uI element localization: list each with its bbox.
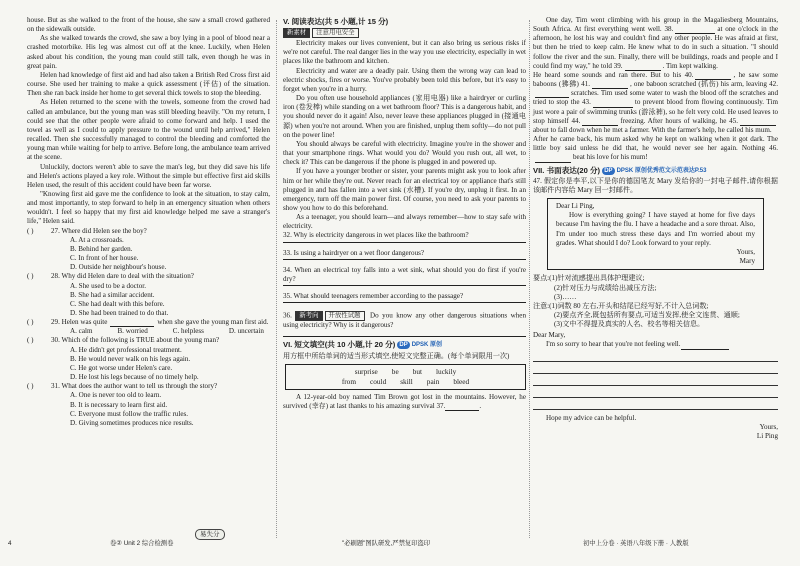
blank-45[interactable] bbox=[740, 117, 776, 126]
blank-44[interactable] bbox=[582, 117, 618, 126]
error-prone-sticker: 易失分 bbox=[195, 529, 225, 540]
word-box-word: pain bbox=[426, 376, 440, 386]
cloze-text: freezing. After hours of walking, he bbox=[620, 116, 727, 125]
cloze-text: about to fall down when he met a farmer. With the farmer's help, he called his mum. bbox=[533, 125, 772, 134]
question-item bbox=[27, 318, 270, 327]
cloze-text: scratches. Tim used some water to wash the blood off the scratches and tried to stop the bbox=[533, 89, 778, 107]
notes-list: 注意:(1)词数 80 左右,开头和结尾已经写好,不计入总词数; bbox=[533, 301, 709, 310]
cloze-text: , one baboon scratched (抓伤) his arm, leaving bbox=[629, 80, 767, 89]
question-stem: 27. Where did Helen see the boy? bbox=[51, 226, 147, 235]
topic-tag: 注意用电安全 bbox=[312, 28, 358, 38]
answer-option[interactable]: B. It is necessary to learn first aid. bbox=[70, 400, 168, 409]
blank-42[interactable] bbox=[535, 89, 569, 98]
answer-option[interactable]: B. She had a similar accident. bbox=[70, 290, 155, 299]
cloze-instructions: 用方框中所给单词的适当形式填空,使短文完整正确。(每个单词限用一次) bbox=[283, 351, 510, 360]
question-stem: 30. Which of the following is TRUE about the young man? bbox=[51, 336, 220, 345]
question-stem: 31. What does the author want to tell us through the story? bbox=[51, 382, 218, 391]
reply-salutation: Dear Mary, bbox=[533, 331, 566, 340]
note-item: (3)文中不得提及真实的人名、校名等相关信息。 bbox=[554, 320, 705, 329]
passage-paragraph: As she walked towards the crowd, she saw a boy lying in a pool of blood near a crashed motorbike. His leg was almost cut off at the knee. Luckily, when Helen asked about his condition, the young man could still talk, even though he was in great pain. bbox=[27, 34, 270, 70]
passage-paragraph: Helen had knowledge of first aid and had also taken a British Red Cross first aid course. She used her training to make a quick assessment (评估) of the situation. Then she ran back inside her home to get several thick towels to stop the bleeding. bbox=[27, 70, 270, 98]
question-stem-end: when she gave the young man first aid. bbox=[157, 318, 269, 327]
reply-start: I'm so sorry to hear that you're not feeling well. bbox=[533, 340, 778, 349]
blank-number: 41. bbox=[581, 80, 590, 89]
passage-paragraph: "Knowing first aid gave me the confidence to look at the situation, to stay calm, and most importantly, to step forward to help in an emergency situation when others wouldn't. I feel so happy that my first aid knowledge helped me save a stranger's life," Helen said. bbox=[27, 189, 270, 226]
question-stem: 33. Is using a hairdryer on a wet floor dangerous? bbox=[283, 248, 425, 257]
blank-number: 46. bbox=[769, 144, 779, 153]
email-letter bbox=[547, 198, 764, 270]
section-title-reading-expression: V. 阅读表达(共 5 小题,计 15 分) bbox=[283, 17, 389, 26]
question-36: 36. 新考向 开放性试题 Do you know any other dangerous situations when using electricity? Why is it dangerous? bbox=[283, 311, 527, 330]
cloze-text: . Tim kept walking. bbox=[662, 61, 718, 70]
answer-option[interactable]: A. One is never too old to learn. bbox=[70, 391, 162, 400]
letter-closing: Yours, bbox=[736, 247, 755, 256]
word-box-word: bleed bbox=[453, 376, 470, 386]
word-box-word: luckily bbox=[436, 366, 457, 376]
blank-number: 42. bbox=[769, 80, 778, 89]
question-stem: 34. When an electrical toy falls into a wet sink, what should you do first if you're dry? bbox=[283, 265, 526, 283]
word-box-row bbox=[286, 377, 525, 387]
passage-paragraph: house. But as she walked to the front of the house, she saw a small crowd gathered on the sidewalk outside. bbox=[27, 16, 270, 34]
question-stem: 32. Why is electricity dangerous in wet places like the bathroom? bbox=[283, 231, 469, 240]
passage-paragraph: If you have a younger brother or sister, your parents might ask you to look after him or her while they're out. Never reach for an electrical toy or appliance that's still plugged in and has fallen into a wet sink (水槽). If you're dry, unplug it first. In an emergency, turn off the main power first. Of course, you need to ask your parents to show you how to do this beforehand. bbox=[283, 167, 526, 212]
question-item bbox=[27, 336, 270, 345]
cloze-text: One day, Tim went climbing with his group in the Magaliesberg Mountains, South Africa. At first everything went well. bbox=[533, 16, 778, 34]
dpsk-logo-icon: DP bbox=[604, 167, 613, 174]
letter-body: How is everything going? I have stayed at home for five days because I'm having the flu. I have a headache and a sore throat. Also, I'm under too much stress these days and I'm worried about my grades. What should I do? Look forward to your reply. bbox=[556, 211, 755, 247]
blank-46[interactable] bbox=[535, 154, 571, 163]
answer-option[interactable]: A. She used to be a doctor. bbox=[70, 281, 147, 290]
new-material-tag: 新素材 bbox=[283, 28, 310, 38]
footer-notice: "必刷题"图队研发,严禁复印盗印 bbox=[342, 540, 431, 547]
new-direction-tag: 新考向 bbox=[295, 311, 322, 321]
word-box-word: could bbox=[370, 376, 387, 386]
blank-number: 45. bbox=[729, 116, 738, 125]
answer-bracket[interactable]: ( ) bbox=[27, 318, 34, 327]
column-left bbox=[27, 16, 270, 428]
footer-book-title: 初中上分卷 · 英语八年级下册 · 人教版 bbox=[583, 540, 689, 547]
answer-line[interactable] bbox=[283, 285, 526, 286]
blank-number: 43. bbox=[581, 98, 591, 107]
cloze-text: beat his love for his mum! bbox=[573, 153, 648, 162]
column-right bbox=[533, 16, 778, 441]
passage-paragraph: As Helen returned to the scene with the towels, someone from the crowd had called an ambulance, but the young man was still bleeding heavily. "On my return, I could see that the other people were afraid to come forward and help. I used the towel as well as I could to apply pressure to the wound until help arrived," Helen recalled. Then she successfully managed to control the bleeding and comforted the young man while waiting for help to arrive. Before long, the ambulance team arrived at the scene. bbox=[27, 98, 270, 162]
answer-option[interactable]: C. She had dealt with this before. bbox=[70, 299, 165, 308]
answer-option[interactable]: D. Outside her neighbour's house. bbox=[70, 263, 167, 272]
answer-bracket[interactable]: ( ) bbox=[27, 336, 34, 345]
reading-passage bbox=[283, 39, 526, 231]
reading-passage bbox=[27, 16, 270, 227]
word-box bbox=[285, 364, 526, 390]
word-box-word: be bbox=[391, 366, 399, 376]
reply-end: Hope my advice can be helpful. bbox=[546, 413, 637, 422]
answer-option[interactable]: B. Behind her garden. bbox=[70, 244, 133, 253]
blank-number: 44. bbox=[571, 116, 581, 125]
answer-option[interactable]: B. worried bbox=[117, 327, 148, 336]
answer-option[interactable]: B. He would never walk on his legs again. bbox=[70, 354, 191, 363]
answer-option[interactable]: C. He got worse under Helen's care. bbox=[70, 363, 173, 372]
blank-number: 40. bbox=[684, 70, 694, 79]
section-title-writing: VII. 书面表达(20 分) DP DPSK 原创优秀范文示范表达P.53 bbox=[533, 165, 707, 175]
letter-salutation: Dear Li Ping, bbox=[556, 201, 595, 210]
cloze-passage bbox=[533, 16, 778, 163]
open-question-tag: 开放性试题 bbox=[325, 311, 365, 321]
cloze-text: to prevent blood from flowing continuously. Tim just wore a pair of swimming trunks (游泳裤), so he felt very cold. He used leaves to stop himself bbox=[533, 98, 778, 125]
cloze-text: After he came back, his mum asked why he kept on walking when it got dark. The little boy said unless he did that, he would never see her again. Nothing bbox=[533, 135, 778, 153]
points-list: 要点:(1)针对流感提出具体护理建议; bbox=[533, 274, 645, 283]
column-divider bbox=[276, 20, 277, 538]
writing-prompt: 47. 假定你是李平,以下是你的德国笔友 Mary 发给你的一封电子邮件,请你根据该邮件内容给 Mary 回一封邮件。 bbox=[533, 176, 778, 194]
question-stem: 35. What should teenagers remember according to the passage? bbox=[283, 292, 464, 301]
answer-line[interactable] bbox=[283, 336, 526, 337]
word-box-word: but bbox=[412, 366, 423, 376]
topic-tags bbox=[283, 28, 526, 38]
writing-line[interactable] bbox=[533, 362, 778, 374]
cloze-text: He heard some sounds and ran there. But to his bbox=[533, 70, 682, 79]
question-stem: 29. Helen was quite bbox=[51, 318, 108, 327]
word-box-word: surprise bbox=[354, 366, 378, 376]
question-list bbox=[283, 231, 526, 309]
answer-options-row bbox=[27, 327, 270, 336]
answer-option[interactable]: D. Giving sometimes produces nice results. bbox=[70, 418, 194, 427]
answer-bracket[interactable]: ( ) bbox=[27, 226, 34, 235]
passage-paragraph: Unluckily, doctors weren't able to save the man's leg, but they did save his life and Helen's actions played a key role. Without the simple but effective first aid skills Helen used, the result of this accident could have been far worse. bbox=[27, 162, 270, 189]
writing-line[interactable] bbox=[533, 398, 778, 410]
answer-option[interactable]: D. She had been trained to do that. bbox=[70, 309, 169, 317]
letter-signature: Mary bbox=[739, 257, 755, 266]
answer-option[interactable]: A. At a crossroads. bbox=[70, 235, 124, 244]
answer-option[interactable]: C. In front of her house. bbox=[70, 254, 139, 263]
word-box-row bbox=[286, 367, 525, 377]
answer-option[interactable]: C. helpless bbox=[172, 327, 204, 336]
blank-38[interactable] bbox=[675, 25, 715, 34]
page-number: 4 bbox=[8, 540, 12, 547]
answer-option[interactable]: A. calm bbox=[70, 327, 93, 336]
answer-blank[interactable] bbox=[110, 318, 154, 327]
writing-line[interactable] bbox=[681, 341, 729, 350]
footer-exam-name: 卷② Unit 2 综合检测卷 bbox=[110, 540, 174, 547]
answer-line-gap bbox=[283, 305, 526, 309]
answer-bracket[interactable]: ( ) bbox=[27, 272, 34, 281]
point-item: (2)针对压力与成绩给出减压方法; bbox=[554, 283, 657, 292]
question-list bbox=[27, 227, 270, 428]
blank-number: 39. bbox=[613, 61, 623, 70]
dpsk-logo-icon: DP bbox=[399, 342, 408, 349]
passage-paragraph: You should always be careful with electricity. Imagine you're in the shower and that your smartphone rings. What would you do? Would you rush out, all wet, to check it? This can be dangerous if the phone is plugged in and powered up. bbox=[283, 139, 526, 167]
word-box-word: from bbox=[341, 376, 356, 386]
original-badge: DP DPSK 原创 bbox=[399, 342, 443, 349]
writing-line[interactable] bbox=[533, 350, 778, 362]
passage-paragraph: As a teenager, you should learn—and always remember—how to stay safe with electricity. bbox=[283, 213, 526, 231]
answer-option[interactable]: C. Everyone must follow the traffic rules. bbox=[70, 409, 189, 418]
answer-line[interactable] bbox=[283, 259, 526, 260]
word-box-word: skill bbox=[400, 376, 413, 386]
passage-paragraph: Electricity and water are a deadly pair. Using them the wrong way can lead to electric shocks, fires or worse. You've probably been told this before, but it's easy to forget when you're in a hurry. bbox=[283, 66, 526, 93]
column-middle bbox=[283, 16, 526, 411]
blank-43[interactable] bbox=[593, 99, 633, 108]
point-item: (3)…… bbox=[554, 292, 577, 301]
answer-bracket[interactable]: ( ) bbox=[27, 382, 34, 391]
blank-41[interactable] bbox=[592, 80, 628, 89]
question-item bbox=[27, 382, 270, 391]
passage-paragraph: Do you often use household appliances (家用电器) like a hairdryer or curling iron (卷发棒) while standing on a wet bathroom floor? This is a dangerous habit, and you should never do it again! Also, never leave these appliances plugged in (接通电源) when you're not around. When you are finished, unplug them softly—do not pull on the power line! bbox=[283, 94, 526, 139]
answer-option[interactable]: D. He lost his legs because of no timely help. bbox=[70, 373, 199, 382]
passage-paragraph: Electricity makes our lives convenient, but it can also bring us serious risks if we're not careful. The real danger lies in the way you use electricity, especially in wet places like the bathroom and kitchen. bbox=[283, 39, 526, 66]
reply-signature: Li Ping bbox=[756, 431, 778, 440]
writing-line[interactable] bbox=[533, 374, 778, 386]
column-divider bbox=[529, 20, 530, 538]
reply-closing: Yours, bbox=[759, 422, 778, 431]
section-title-cloze: VI. 短文填空(共 10 小题,计 20 分) DP DPSK 原创 bbox=[283, 340, 443, 350]
blank-39[interactable] bbox=[625, 62, 661, 71]
answer-line[interactable] bbox=[283, 302, 526, 303]
blank-number: 38. bbox=[664, 25, 674, 34]
question-item bbox=[27, 227, 270, 236]
question-item bbox=[27, 272, 270, 281]
sample-essay-badge: DP DPSK 原创优秀范文示范表达P.53 bbox=[604, 167, 707, 174]
answer-line[interactable] bbox=[283, 242, 526, 243]
cloze-text: at one o'clock in the afternoon, he lost his way and couldn't find any other people. He was afraid at first, but then he tried to keep calm. He knew what to do in such a situation. "I should follow the river and the sun. Finally, there will be buildings, roads and people and I could find my way," he told bbox=[533, 25, 779, 70]
note-item: (2)要点齐全,既包括所有要点,可适当发挥,使全文连贯、通顺; bbox=[554, 311, 740, 320]
question-stem: 28. Why did Helen dare to deal with the situation? bbox=[51, 272, 194, 281]
blank-37[interactable] bbox=[445, 402, 479, 411]
blank-40[interactable] bbox=[695, 71, 731, 80]
writing-line[interactable] bbox=[533, 386, 778, 398]
answer-option[interactable]: D. uncertain bbox=[228, 327, 264, 336]
cloze-start: A 12-year-old boy named Tim Brown got lost in the mountains. However, he survived (幸存) at last thanks to his amazing survival 37. . bbox=[283, 392, 526, 410]
cloze-text: , he saw some baboons (狒狒) bbox=[533, 70, 778, 89]
answer-option[interactable]: A. He didn't get professional treatment. bbox=[70, 345, 182, 354]
